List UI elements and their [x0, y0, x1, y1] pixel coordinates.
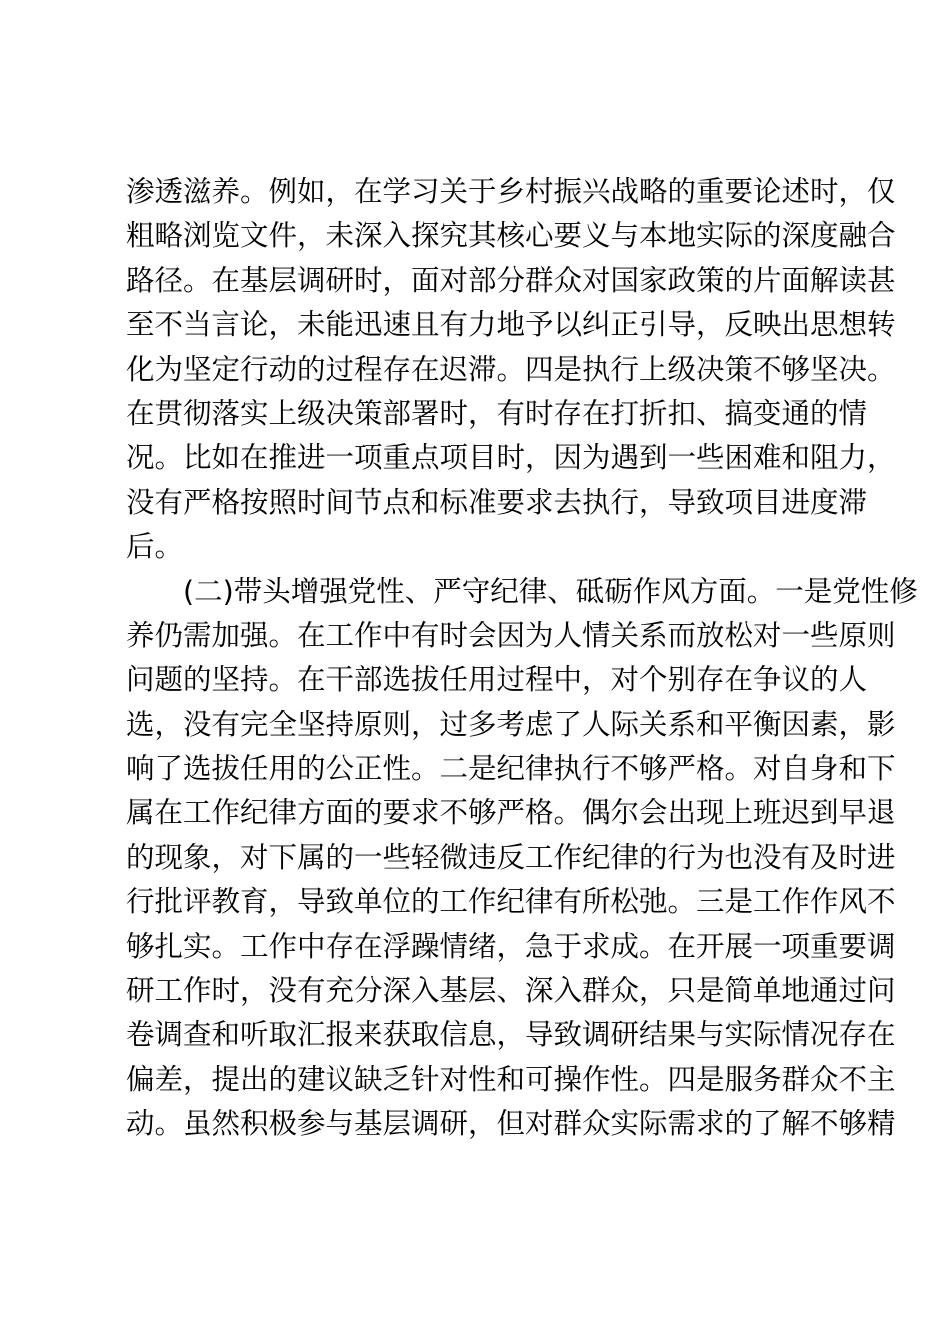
text-line: 响了选拔任用的公正性。二是纪律执行不够严格。对自身和下 [126, 752, 896, 786]
text-line: 粗略浏览文件，未深入探究其核心要义与本地实际的深度融合 [126, 219, 896, 253]
text-line: 研工作时，没有充分深入基层、深入群众，只是简单地通过问 [126, 974, 896, 1008]
text-line: 偏差，提出的建议缺乏针对性和可操作性。四是服务群众不主 [126, 1062, 896, 1096]
text-line: 在贯彻落实上级决策部署时，有时存在打折扣、搞变通的情 [126, 396, 868, 430]
text-line: 的现象，对下属的一些轻微违反工作纪律的行为也没有及时进 [126, 840, 896, 874]
text-line: 卷调查和听取汇报来获取信息，导致调研结果与实际情况存在 [126, 1018, 896, 1052]
text-line: 至不当言论，未能迅速且有力地予以纠正引导，反映出思想转 [126, 308, 896, 342]
text-line: 动。虽然积极参与基层调研，但对群众实际需求的了解不够精 [126, 1107, 896, 1141]
text-line: 路径。在基层调研时，面对部分群众对国家政策的片面解读甚 [126, 263, 896, 297]
body-text [126, 170, 918, 1147]
text-line: 够扎实。工作中存在浮躁情绪，急于求成。在开展一项重要调 [126, 929, 896, 963]
text-line: 况。比如在推进一项重点项目时，因为遇到一些困难和阻力， [126, 441, 896, 475]
text-line: 化为坚定行动的过程存在迟滞。四是执行上级决策不够坚决。 [126, 352, 896, 386]
text-line: 渗透滋养。例如，在学习关于乡村振兴战略的重要论述时，仅 [126, 175, 896, 208]
text-line: (二)带头增强党性、严守纪律、砥砺作风方面。一是党性修 [126, 574, 918, 608]
text-line: 养仍需加强。在工作中有时会因为人情关系而放松对一些原则 [126, 618, 896, 652]
text-line: 选，没有完全坚持原则，过多考虑了人际关系和平衡因素，影 [126, 707, 896, 741]
text-line: 后。 [126, 530, 184, 564]
text-line: 属在工作纪律方面的要求不够严格。偶尔会出现上班迟到早退 [126, 796, 896, 830]
text-line: 行批评教育，导致单位的工作纪律有所松弛。三是工作作风不 [126, 885, 896, 919]
text-line: 没有严格按照时间节点和标准要求去执行，导致项目进度滞 [126, 485, 868, 519]
text-line: 问题的坚持。在干部选拔任用过程中，对个别存在争议的人 [126, 663, 868, 697]
